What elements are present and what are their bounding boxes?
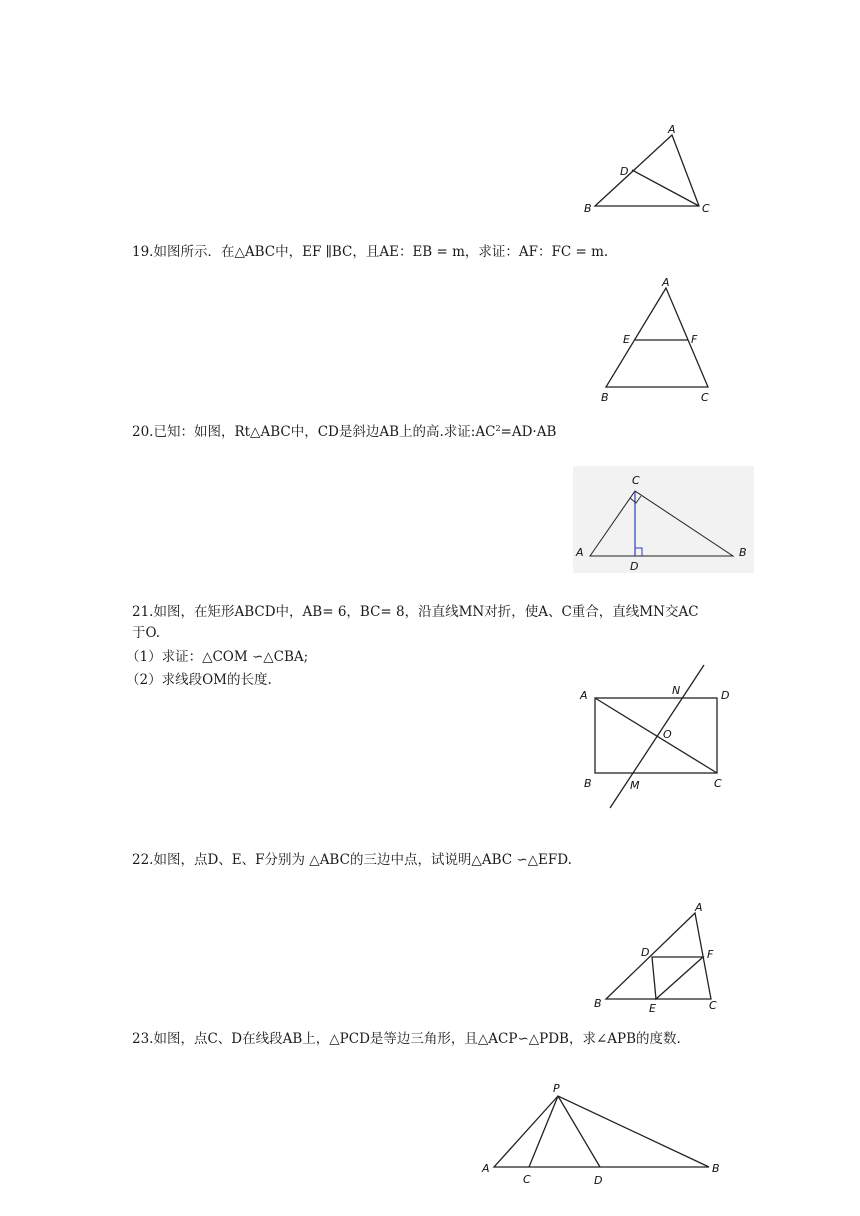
segment-dc <box>632 170 699 206</box>
question-21-part-2: （2）求线段OM的长度. <box>126 672 272 688</box>
figure-21-rectangle <box>575 660 735 812</box>
label-a: A <box>576 546 584 559</box>
segment-pd <box>558 1096 600 1167</box>
label-a: A <box>668 123 676 136</box>
label-b: B <box>594 997 602 1010</box>
q20-superscript: 2 <box>495 424 501 433</box>
label-d: D <box>721 689 730 702</box>
label-n: N <box>672 684 681 697</box>
label-d: D <box>620 165 629 178</box>
label-c: C <box>709 999 717 1012</box>
triangle-def <box>652 957 703 999</box>
triangle-apb <box>494 1096 709 1167</box>
label-d: D <box>630 560 639 573</box>
label-b: B <box>739 546 747 559</box>
label-a: A <box>482 1162 490 1175</box>
label-d: D <box>594 1174 603 1187</box>
label-a: A <box>695 901 703 914</box>
label-b: B <box>601 391 609 404</box>
label-b: B <box>584 202 592 215</box>
label-d: D <box>641 946 650 959</box>
label-e: E <box>623 333 630 346</box>
question-23-text: 23.如图，点C、D在线段AB上，△PCD是等边三角形，且△ACP∽△PDB，求∠APB的度数. <box>132 1031 681 1047</box>
figure-22-triangle <box>590 898 730 1018</box>
q20-text-end: =AD·AB <box>500 424 557 440</box>
figure-19-triangle <box>595 276 725 408</box>
label-a: A <box>662 276 670 289</box>
label-b: B <box>584 777 592 790</box>
diagonal-ac <box>595 698 717 773</box>
label-b: B <box>712 1162 720 1175</box>
label-c: C <box>714 777 722 790</box>
label-o: O <box>663 728 672 741</box>
figure-18-triangle <box>575 118 725 218</box>
segment-pc <box>529 1096 558 1167</box>
q20-text-main: 20.已知：如图，Rt△ABC中，CD是斜边AB上的高.求证:AC <box>132 424 496 440</box>
label-c: C <box>632 474 640 487</box>
question-22-text: 22.如图，点D、E、F分别为 △ABC的三边中点，试说明△ABC ∽△EFD. <box>132 852 572 868</box>
label-c: C <box>523 1173 531 1186</box>
triangle-abc <box>606 913 711 999</box>
label-f: F <box>707 948 714 961</box>
question-21-line-1: 21.如图，在矩形ABCD中，AB= 6，BC= 8，沿直线MN对折，使A、C重合，直线MN交AC <box>132 604 699 620</box>
label-f: F <box>691 333 698 346</box>
label-c: C <box>702 202 710 215</box>
label-m: M <box>630 779 640 792</box>
figure-23-triangle <box>478 1078 728 1190</box>
fold-line-mn <box>610 665 704 808</box>
question-19-text: 19.如图所示．在△ABC中，EF ∥BC，且AE：EB = m，求证：AF：FC = m. <box>132 244 609 260</box>
label-c: C <box>701 391 709 404</box>
figure-20-right-triangle <box>573 466 754 573</box>
label-e: E <box>649 1002 656 1015</box>
triangle-abc <box>595 135 699 206</box>
figure-20-panel <box>573 466 754 573</box>
label-a: A <box>580 689 588 702</box>
label-p: P <box>553 1082 560 1095</box>
question-20-text <box>132 423 556 441</box>
question-21-line-2: 于O. <box>132 625 161 641</box>
question-21-part-1: （1）求证：△COM ∽△CBA; <box>126 649 309 665</box>
